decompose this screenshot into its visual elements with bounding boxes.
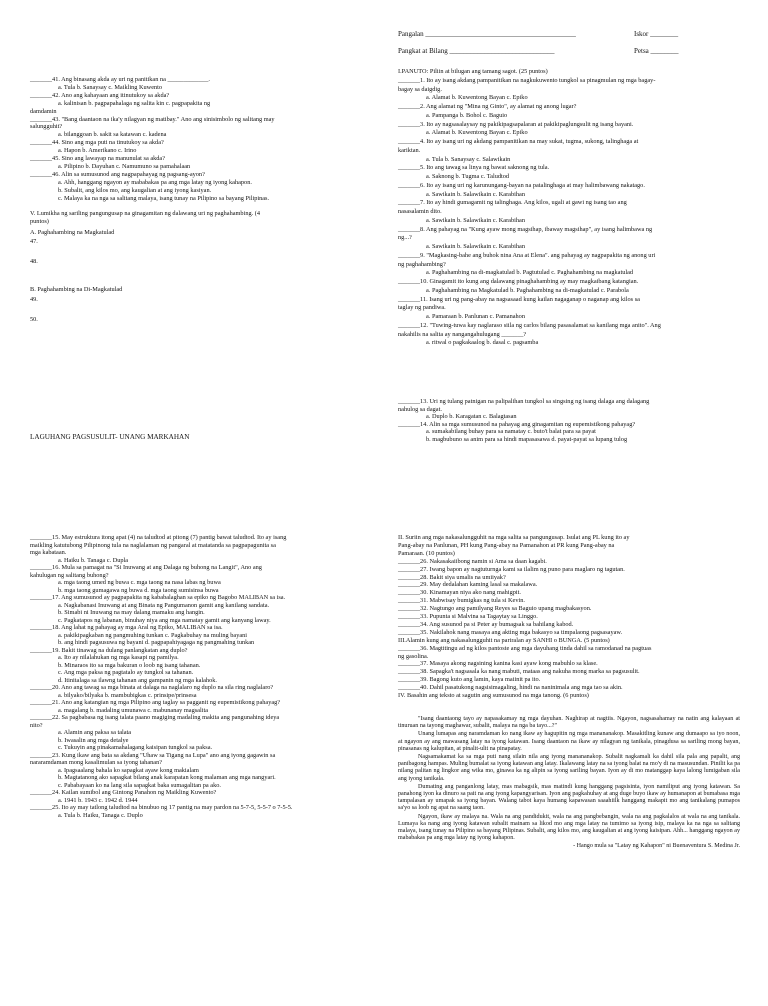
- question-line: a. Sawikain b. Salawikain c. Karabihan: [426, 216, 525, 224]
- score-field: Iskor ________: [634, 30, 679, 38]
- question-line: a. Haiku b. Tanaga c. Dupla: [58, 556, 129, 564]
- question-line: _______36. Magtitingu ad ng kilos pantoste ang mga dayuhang tinda dahil sa ramodanad na pagtuas: [398, 644, 652, 652]
- question-line: a. Paghahambing na Magkatulad b. Paghahambing na di-magkatulad c. Parabola: [426, 286, 629, 294]
- question-line: _______39. Bagong kuto ang lamin, kaya maiinit pa ito.: [398, 676, 541, 684]
- question-line: _______45. Sino ang lawayap na manunulat sa akda?: [30, 155, 165, 162]
- question-line: a. bilyako/bilyaka b. mambubigkas c. prinsipe/prinsesa: [58, 691, 197, 699]
- passage-paragraph: Unang lumapas ang naramdaman ko nang ikaw ay hagupitin ng mga manananakop. Masakitling kunaw ang dumaapo sa iyo noon, at ngayon ay ang mawasang latay na iyong katawan. Isang daantaon na ikaw ay nilagyan ng tanikala, pinagdusa sa sariling mong bayan, pinasanas ng kalupitan, at pinalit-ulit na pinapatay.: [398, 731, 740, 752]
- question-line: _______42. Ano ang kahayaan ang itinutukoy sa akda?: [30, 91, 170, 99]
- question-line: _______46. Alin sa sumusunod ang nagpapahayag ng pagsang-ayon?: [30, 170, 205, 178]
- question-line: _______16. Mula sa pamagat na "Si Inuwang at ang Dalaga ng buhong na Langit", Ano ang: [30, 564, 262, 571]
- question-line: a. kalinisan b. pagpapahalaga ng salita kin c. pagpapakita ng: [58, 99, 211, 107]
- question-line: a. Ahh, hanggang ngayon ay mababakas pa ang mga latay ng iyong kahapon.: [58, 178, 252, 186]
- question-line: a. magalang b. madaling umunawa c. mabunanay magsalita: [58, 706, 209, 714]
- question-line: _______38. Sapagka't nagsasala ka nang mabuti, mataas ang nakuha mong marka sa pagsusulit.: [398, 668, 640, 676]
- exam-title: LAGUHANG PAGSUSULIT- UNANG MARKAHAN: [30, 433, 190, 441]
- question-line: _______10. Ginagamit ito kung ang dalawang pinaghahambing ay may magkaibang katangian.: [398, 278, 639, 285]
- question-line: _______2. Ang alamat ng "Mina ng Ginto", ay alamat ng anong lugar?: [398, 103, 577, 110]
- item-47: 47.: [30, 238, 38, 245]
- question-line: ng...?: [398, 234, 412, 242]
- dissimilar-comparison-label: B. Paghahambing na Di-Magkatulad: [30, 286, 123, 293]
- question-line: c. Ang mga paksa ng pagtatalo ay tungkol sa tahanan.: [58, 669, 194, 676]
- question-line: b. Iwasalin ang mga detalye: [58, 736, 129, 744]
- question-line: nararamdaman mong kasalimulan sa iyong tahanan?: [30, 759, 163, 766]
- section-5-title-cont: puntos): [30, 218, 49, 225]
- question-line: ng paghahambing?: [398, 260, 446, 268]
- question-line: a. Duplo b. Karagatan c. Balagtasan: [426, 413, 517, 421]
- question-line: salungguhit?: [30, 123, 63, 131]
- question-line: _______7. Ito ay hindi gumagamit ng talinghaga. Ang kilos, ugali at gawi ng isang tao ang: [398, 199, 627, 207]
- question-line: kahulugan ng salitang buhong?: [30, 571, 109, 579]
- question-line: _______32. Nagtungo ang pamilyang Reyes sa Baguio upang magbakasyon.: [398, 605, 592, 613]
- question-line: a. Nagkabanasi Inuwang at ang Binata ng Pangumanon gamit ang kanilang sandata.: [58, 601, 270, 609]
- question-line: b. mga taong gumagawa ng buwa d. mga taong sumisinsa buwa: [58, 586, 219, 594]
- question-line: c. Pababayaan ko na lang sila sapagkat baka sumagalitan pa ako.: [58, 781, 221, 789]
- question-line: a. Sawikain b. Salawikain c. Karabihan: [426, 190, 525, 198]
- question-line: a. Alamat b. Kuwentong Bayan c. Epiko: [426, 129, 528, 137]
- question-line: a. pakikipagkaban ng pangmuhing tunkan c. Pagkabuhay na muling bayani: [58, 631, 248, 639]
- question-line: _______8. Ang pahayag na "Kung ayaw mong magsihap, ibaway magsihap", ay isang halimbawa ng: [398, 225, 653, 233]
- question-line: _______28. Bakit siya umalis na umiiyak?: [398, 573, 506, 581]
- question-line: c. Malaya ka na nga sa salitang malaya, isang tunay na Pilipino sa bayang Pilipinas.: [58, 194, 270, 202]
- question-line: taglay ng pandiwa.: [398, 304, 446, 312]
- question-line: b. Simabi ni Inuwang na may dalang mamaku ang hangin.: [58, 609, 205, 616]
- question-line: _______31. Mabwisay bumigkas ng tula si Kevin.: [398, 597, 525, 605]
- question-line: a. sumakabilang buhay para sa namatay c. buto't balat para sa payat: [426, 428, 596, 436]
- question-line: _______43. "Bang daantaon na ika'y nilagyan ng matibay." Ano ang sinisimbolo ng salitang may: [30, 115, 275, 123]
- question-line: a. Hapon b. Amerikano c. Irino: [58, 147, 137, 155]
- question-line: a. Alamat b. Kuwentong Bayan c. Epiko: [426, 94, 528, 102]
- question-line: Pamaraan. (10 puntos): [398, 549, 455, 557]
- date-field: Petsa ________: [634, 47, 679, 55]
- item-49: 49.: [30, 296, 38, 303]
- grade-section-field: Pangkat at Bilang ______________________________: [398, 47, 555, 55]
- question-line: a. bilanggoan b. sakit sa katawan c. kadena: [58, 131, 167, 139]
- question-line: _______13. Uri ng tulang patnigan na palipalihan tungkol sa singsing ng isang dalaga ang dalagang: [398, 398, 650, 405]
- question-line: _______4. Ito ay isang uri ng akdang pampanitikan na may sukat, tugma, sukong, talinghaga at: [398, 138, 639, 145]
- section-5-title: V. Lumikha ng sariling pangungusap na ginagamitan ng dalawang uri ng paghahambing. (4: [30, 210, 261, 217]
- question-line: _______19. Bakit tinawag na dulang panlangkatan ang duplo?: [30, 646, 188, 654]
- question-line: I.PANUTO: Piliin at bilugan ang tamang sagot. (25 puntos): [398, 68, 548, 75]
- question-line: a. Sawikain b. Salawikain c. Karabihan: [426, 243, 525, 250]
- passage-source: - Hango mula sa "Latay ng Kahapon" ni Buenaventura S. Medina Jr.: [573, 843, 740, 850]
- question-line: b. magbubuno sa anim para sa hindi mapasasawa d. payat-payat sa lupang tulog: [426, 436, 628, 443]
- passage-paragraph: Dumating ang panganlong latay, mas mabagsik, mas matindi kung hanggang pagsisinta, iyon namiliput ang iyong katawan. Sa panahong iyon ka dinuro sa pait na ang iyong kapangyarisan. Iyon ang pagkahuhay at ang duge buyo ikaw ay humanapon at bumabasa mga tampalasan ay umapak sa iyong bayan. Walang tabot kaya humang kapawasan saaahiilk hanggang makapit mo ang tanikalang pumapos sa'yo sa loob ng apat na saang taon.: [398, 783, 740, 812]
- question-line: _______20. Ano ang tawag sa mga binata at dalaga na naglalaro ng duplo na sila ring naglalaro?: [30, 684, 274, 691]
- passage-paragraph: Nagsamakamat ka sa mga puti nang silain nila ang iyong manananakop. Subalit nagkamali ka dahil sila pala ang papalit, ang panibagong hampas. Muling bumalat sa iyong katawan ang latay. Ikalawang latay na sa iyong balat na mo'y di na masusundan. Pinilit ka pa nilang palitan ng lingkor ang wika mo, ginawa ka ng alipin sa iyong sariling bayan. Iyon ay di mo matanggap kaya lalong lumigaban sila ang iyong tanikala.: [398, 754, 740, 782]
- question-line: _______6. Ito ay isang uri ng karunungang-bayan na patalinghaga at may halimbawang nakatago.: [398, 181, 645, 189]
- similar-comparison-label: A. Paghahambing na Magkatulad: [30, 229, 115, 236]
- question-line: _______30. Kinamayan niya ako nang mahigpit.: [398, 589, 521, 597]
- question-line: a. Alamin ang paksa sa talata: [58, 729, 132, 736]
- question-line: _______18. Ang lahat ng pahayag ay mga Aral ng Epiko, MALIBAN sa isa.: [30, 624, 223, 631]
- question-line: _______5. Ito ang tawag sa linya ng bawat saknong ng tula.: [398, 164, 550, 172]
- question-line: a. Ipagsaalang bahala ko sapagkat ayaw kong makialam: [58, 766, 199, 774]
- question-line: damdamin: [30, 107, 57, 115]
- question-line: _______11. Isang uri ng pang-abay na nagsasaad kung kailan nagaganap o naganap ang kilos sa: [398, 295, 640, 303]
- question-line: a. Pamaraan b. Panlunan c. Pamanahon: [426, 313, 525, 320]
- question-line: a. Pilipino b. Dayuhan c. Namumuno sa pamahalaan: [58, 162, 191, 170]
- question-line: Pang-abay na Panlunan, PH kung Pang-abay na Pamanahon at PR kung Pang-abay na: [398, 541, 615, 549]
- name-field: Pangalan ___________________________________________: [398, 30, 576, 38]
- question-line: d. Itinitalaga sa ilawng tahanan ang gampanin ng mga kalahok.: [58, 676, 217, 684]
- question-line: a. Saknong b. Tugma c. Taludtod: [426, 173, 510, 180]
- question-line: a. Pampanga b. Bohol c. Baguio: [426, 111, 508, 119]
- question-line: nahulog sa dagat.: [398, 405, 442, 413]
- question-line: _______17. Ang sumusunod ay pagpapakita ng kababalaghan sa epiko ng Bagobo MALIBAN sa isa.: [30, 594, 286, 601]
- question-line: a. Tula b. Haiku, Tanaga c. Duplo: [58, 811, 143, 819]
- question-line: a. Ito ay nilalahukan ng mga kasapi ng pamilya.: [58, 654, 179, 661]
- question-line: a. 1941 b. 1943 c. 1942 d. 1944: [58, 796, 138, 804]
- question-line: b. Subalit, ang kilos mo, ang kaugalian at ang iyong kasiyan.: [58, 186, 212, 194]
- question-line: nasasalamin dito.: [398, 208, 442, 215]
- question-line: _______12. "Tuwing-tuwa kay naglaraso siila ng carlos bilang pasasalamat sa kanilang mga anito". Ang: [398, 321, 661, 329]
- question-line: nito?: [30, 721, 43, 729]
- question-line: bagay sa daigdig.: [398, 85, 442, 93]
- question-line: II. Suriin ang mga nakasalungguhit na mga salita sa pangungusap. Isulat ang PL kung ito ay: [398, 534, 630, 541]
- question-line: a. ritwal o pagkakaalog b. dasal c. pagsamba: [426, 339, 539, 347]
- question-line: maikling katutubong Pilipinong tula na naglalaman ng pangaral at matatanda sa pagpapagunita sa: [30, 541, 276, 549]
- question-line: _______25. Ito ay may tatlong taludtod na binubuo ng 17 pantig na may pardon na 5-7-5, 5-5-7 o 7-5-5.: [30, 804, 293, 811]
- passage-paragraph: "Isang daantaong tayo ay napasakamay ng mga dayuhan. Naghirap at nagtiis. Ngayon, nagsasahamay na natin ang kalayaan at tinuruan na tayong maghawar, subalit, malaya na nga ba tayo...?": [398, 716, 740, 730]
- question-line: _______14. Alin sa mga sumusunod na pahayag ang ginagamitan ng eupemistikong pahayag?: [398, 420, 636, 428]
- question-line: a. Tula b. Sanaysay c. Maikling Kuwento: [58, 83, 163, 91]
- question-line: _______41. Ang binasang akda ay uri ng panitikan na _____________.: [30, 76, 210, 83]
- question-line: a. Paghahambing na di-magkatulad b. Pagtutulad c. Paghahambing na magkatulad: [426, 269, 634, 277]
- question-line: kariktan.: [398, 146, 421, 154]
- question-line: _______9. "Magkasing-bahe ang buhok nina Ana at Elena". ang pahayag ay nagpapakita ng anong uri: [398, 251, 656, 259]
- question-line: _______29. May dedalahan kaming lasal sa makalawa.: [398, 581, 538, 589]
- question-line: _______21. Ano ang katangian ng mga Pilipino ang taglay sa pagganit ng eupemistikong pahayag?: [30, 699, 281, 706]
- question-line: ng gasolina.: [398, 652, 429, 660]
- question-line: b. Magtatanong ako sapagkat bilang anak karapatan kong malaman ang mga nangyari.: [58, 774, 276, 781]
- item-50: 50.: [30, 316, 38, 323]
- question-line: _______26. Nakasakaiibong namin si Ama sa daan kagabi.: [398, 557, 547, 565]
- question-line: a. mga taong umed ng buwa c. mga taong na nasa labas ng buwa: [58, 579, 221, 586]
- question-line: _______35. Nakilahok nang masaya ang akting mga bakasyo sa timpalaong pagsasayaw.: [398, 628, 623, 636]
- question-line: _______34. Ang susunod pa si Peter ay bumagsak sa bahilang kabod.: [398, 620, 574, 628]
- question-line: _______23. Kung ikaw ang bata sa akdang "Uhaw sa Tigang na Lupa" ano ang iyong gagawin sa: [30, 751, 276, 759]
- question-line: _______40. Dahil pasatukong nagsisimagaling, hindi na naninimala ang mga tao sa akin.: [398, 684, 623, 692]
- question-line: _______22. Sa pagbabasa ng isang talata paano magiging madaling makita ang pangunahing ideya: [30, 714, 280, 721]
- question-line: nakahilis na salita ay nangangahulugang _______?: [398, 330, 527, 338]
- question-line: mga kabataan.: [30, 549, 67, 556]
- reading-passage: [398, 716, 740, 852]
- question-line: _______44. Sino ang mga puti na tinutukoy sa akda?: [30, 139, 164, 147]
- question-line: c. Pagkatapos ng labanan, binuhay niya ang mga namatay gamit ang kanyang laway.: [58, 616, 271, 624]
- item-48: 48.: [30, 258, 38, 265]
- question-line: _______15. May estruktura itong apat (4) na taludtod at pitong (7) pantig bawat taludtod. Ito ay isang: [30, 534, 287, 541]
- question-line: a. Tula b. Sanaysay c. Salawikain: [426, 155, 511, 163]
- question-line: _______1. Ito ay isang akdang pampanitikan na nagkukuwento tungkol sa pinagmulan ng mga bagay-: [398, 76, 656, 84]
- question-line: III.Alamin kung ang nakasalungguhit na pariralan ay SANHI o BUNGA. (5 puntos): [398, 636, 610, 644]
- question-line: _______33. Pupunta si Malvina sa Tagaytay sa Linggo.: [398, 613, 538, 620]
- question-line: _______27. Iwang bapon ay nagtuturnga kami sa ilalim ng puno para maglaro ng tagutan.: [398, 565, 625, 573]
- question-line: _______3. Ito ay nagsasalaysay ng pakikipagsapalaran at pakikipaglungsulit ng isang bayani.: [398, 120, 634, 128]
- question-line: _______37. Masaya akong nagsining kanina kasi ayaw kong mabuhlo sa klase.: [398, 660, 598, 668]
- question-line: IV. Basahin ang teksto at sagutin ang sumusunod na mga tanong. (6 puntos): [398, 692, 589, 699]
- passage-paragraph: Ngayon, ikaw ay malaya na. Wala na ang pandidukit, wala na ang pangbebangin, wala na ang pagkalalos at wala na ang tanikala. Lumaya ka nang ang iyong katawan subalit mainam sa likod mo ang mga latay na tumimo sa iyong isip, malaya ka na nga sa salitang malaya, isang tunay na Pilipino sa bayang Pilipinas. Subalit, ang kilos mo, ang kaugalian at ang iyong kaisipan. Ahh... hanggang ngayon ay mababakas pa ang mga latay ng iyong kahapon.: [398, 813, 740, 842]
- question-line: b. ang hindi pagsusuwa ng bayani d. pagpapahiyagaga ng pangmahing tunkan: [58, 639, 255, 646]
- question-line: c. Tukuyin ang pinakamahalagang kaisipan tungkol sa paksa.: [58, 744, 213, 751]
- question-line: b. Minaraos ito sa mga bakuran o loob ng isang tahanan.: [58, 661, 201, 669]
- question-line: _______24. Kailan sumibol ang Gintong Panahon ng Maikling Kuwento?: [30, 789, 217, 796]
